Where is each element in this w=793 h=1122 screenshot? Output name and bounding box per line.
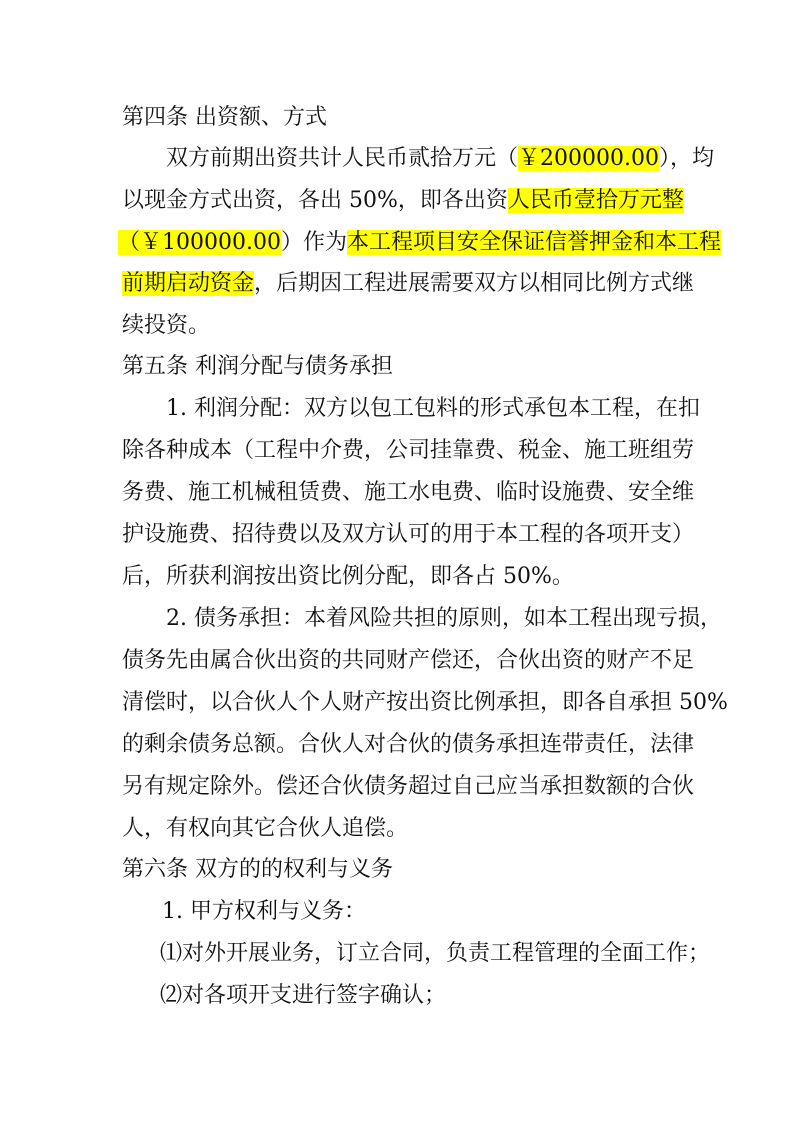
text-run: ）作为 — [280, 230, 347, 255]
highlighted-amount: （￥100000.00 — [118, 230, 281, 255]
article-4-text-line — [0, 263, 793, 305]
article-4-text-line — [0, 180, 793, 222]
highlighted-text: 前期启动资金 — [122, 271, 255, 296]
article-5-text-line: 后，所获利润按出资比例分配，即各占 50%。 — [122, 564, 574, 589]
highlighted-amount: ￥200000.00 — [518, 146, 659, 171]
article-6-list-item: ⑵对各项开支进行签字确认； — [160, 983, 447, 1008]
text-run: ，后期因工程进展需要双方以相同比例方式继 — [254, 271, 695, 296]
article-5-text-line: 1. 利润分配：双方以包工包料的形式承包本工程，在扣 — [166, 396, 700, 421]
article-5-text-line: 护设施费、招待费以及双方认可的用于本工程的各项开支） — [122, 522, 695, 547]
article-5-text-line: 人，有权向其它合伙人追偿。 — [122, 816, 409, 841]
text-run: 双方前期出资共计人民币贰拾万元（ — [166, 146, 519, 171]
article-5-text-line: 债务先由属合伙出资的共同财产偿还，合伙出资的财产不足 — [122, 648, 695, 673]
article-5-text-line: 务费、施工机械租赁费、施工水电费、临时设施费、安全维 — [122, 480, 695, 505]
article-5-text-line: 另有规定除外。偿还合伙债务超过自己应当承担数额的合伙 — [122, 774, 695, 799]
text-run: ），均 — [659, 146, 715, 171]
article-5-heading: 第五条 利润分配与债务承担 — [122, 354, 393, 379]
article-4-text-line — [0, 138, 793, 180]
article-4-heading: 第四条 出资额、方式 — [122, 105, 327, 130]
article-5-text-line: 的剩余债务总额。合伙人对合伙的债务承担连带责任，法律 — [122, 732, 695, 757]
article-6-heading: 第六条 双方的的权利与义务 — [122, 857, 393, 882]
article-5-text-line: 2. 债务承担：本着风险共担的原则，如本工程出现亏损， — [166, 606, 722, 631]
article-6-list-item: ⑴对外开展业务，订立合同，负责工程管理的全面工作； — [160, 941, 711, 966]
article-6-text-line: 1. 甲方权利与义务： — [162, 899, 366, 924]
article-4-text-line: 续投资。 — [122, 313, 211, 338]
article-4-text-line — [0, 222, 793, 264]
highlighted-text: 本工程项目安全保证信誉押金和本工程 — [347, 230, 722, 255]
text-run: 以现金方式出资，各出 50%，即各出资 — [122, 188, 508, 213]
highlighted-text: 人民币壹拾万元整 — [507, 188, 684, 213]
article-5-text-line: 清偿时，以合伙人个人财产按出资比例承担，即各自承担 50% — [122, 690, 728, 715]
article-5-text-line: 除各种成本（工程中介费，公司挂靠费、税金、施工班组劳 — [122, 438, 695, 463]
